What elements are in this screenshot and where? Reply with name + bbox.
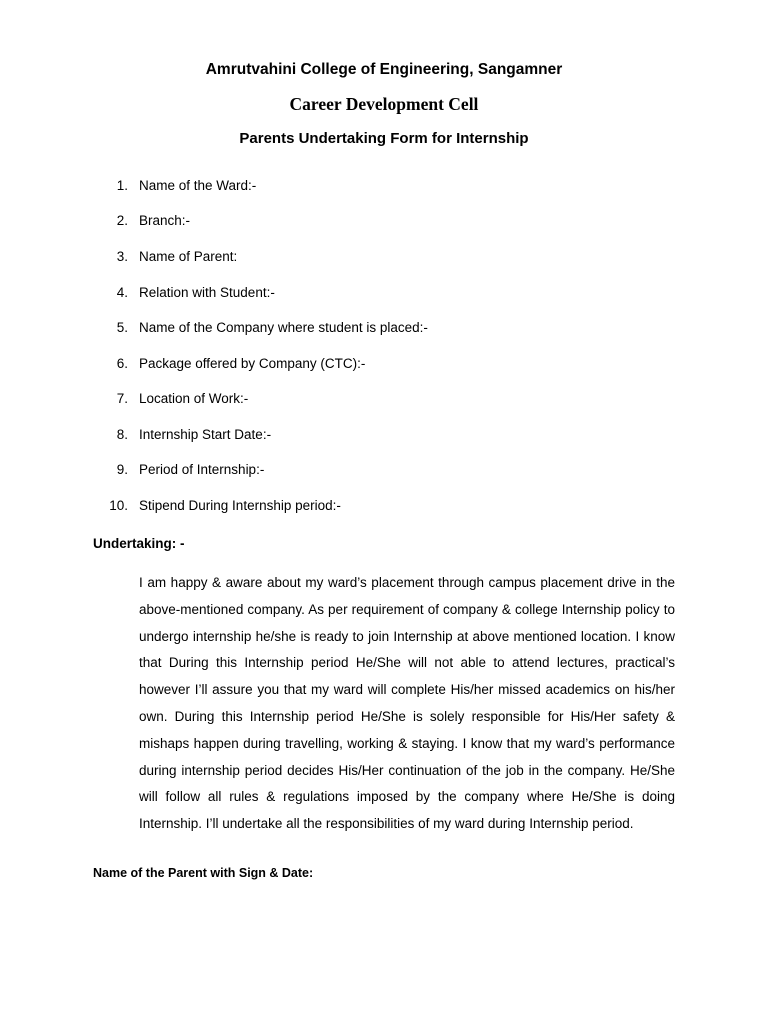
- field-number: 7.: [116, 391, 128, 406]
- field-label: Package offered by Company (CTC):-: [139, 356, 366, 371]
- field-label: Relation with Student:-: [139, 285, 275, 300]
- field-number: 8.: [116, 427, 128, 442]
- college-name: Amrutvahini College of Engineering, Sangamner: [205, 61, 563, 78]
- form-field-company: [0, 320, 768, 342]
- field-label: Internship Start Date:-: [139, 427, 272, 442]
- form-field-stipend: [0, 498, 768, 520]
- form-field-relation: [0, 285, 768, 307]
- field-number: 9.: [116, 462, 128, 477]
- field-number: 10.: [109, 498, 128, 513]
- field-label: Name of Parent:: [139, 249, 238, 264]
- field-label: Name of the Company where student is placed:-: [139, 320, 428, 335]
- field-label: Branch:-: [139, 213, 191, 228]
- field-number: 3.: [116, 249, 128, 264]
- cell-title: Career Development Cell: [289, 94, 479, 114]
- field-number: 2.: [116, 213, 128, 228]
- form-field-period: [0, 462, 768, 484]
- field-number: 6.: [116, 356, 128, 371]
- field-number: 1.: [116, 178, 128, 193]
- form-field-package: [0, 356, 768, 378]
- parent-signature-label: Name of the Parent with Sign & Date:: [93, 866, 314, 880]
- field-label: Name of the Ward:-: [139, 178, 257, 193]
- field-label: Stipend During Internship period:-: [139, 498, 341, 513]
- field-number: 4.: [116, 285, 128, 300]
- undertaking-paragraph: I am happy & aware about my ward’s placement through campus placement drive in the above-mentioned company. As per requirement of company & college Internship policy to undergo internship he/she is ready to join Internship at above mentioned location. I know that During this Internship period He/She will not able to attend lectures, practical’s however I’ll assure you that my ward will complete His/her missed academics on his/her own. During this Internship period He/She is solely responsible for His/Her safety & mishaps happen during travelling, working & staying. I know that my ward’s performance during internship period decides His/Her continuation of the job in the company. He/She will follow all rules & regulations imposed by the company where He/She is doing Internship. I’ll undertake all the responsibilities of my ward during Internship period.: [139, 575, 675, 832]
- form-field-location: [0, 391, 768, 413]
- form-field-ward-name: [0, 178, 768, 200]
- form-field-parent-name: [0, 249, 768, 271]
- field-number: 5.: [116, 320, 128, 335]
- field-label: Period of Internship:-: [139, 462, 265, 477]
- field-label: Location of Work:-: [139, 391, 249, 406]
- form-field-branch: [0, 213, 768, 235]
- undertaking-heading: Undertaking: -: [93, 536, 185, 551]
- form-title: Parents Undertaking Form for Internship: [239, 130, 529, 147]
- form-field-start-date: [0, 427, 768, 449]
